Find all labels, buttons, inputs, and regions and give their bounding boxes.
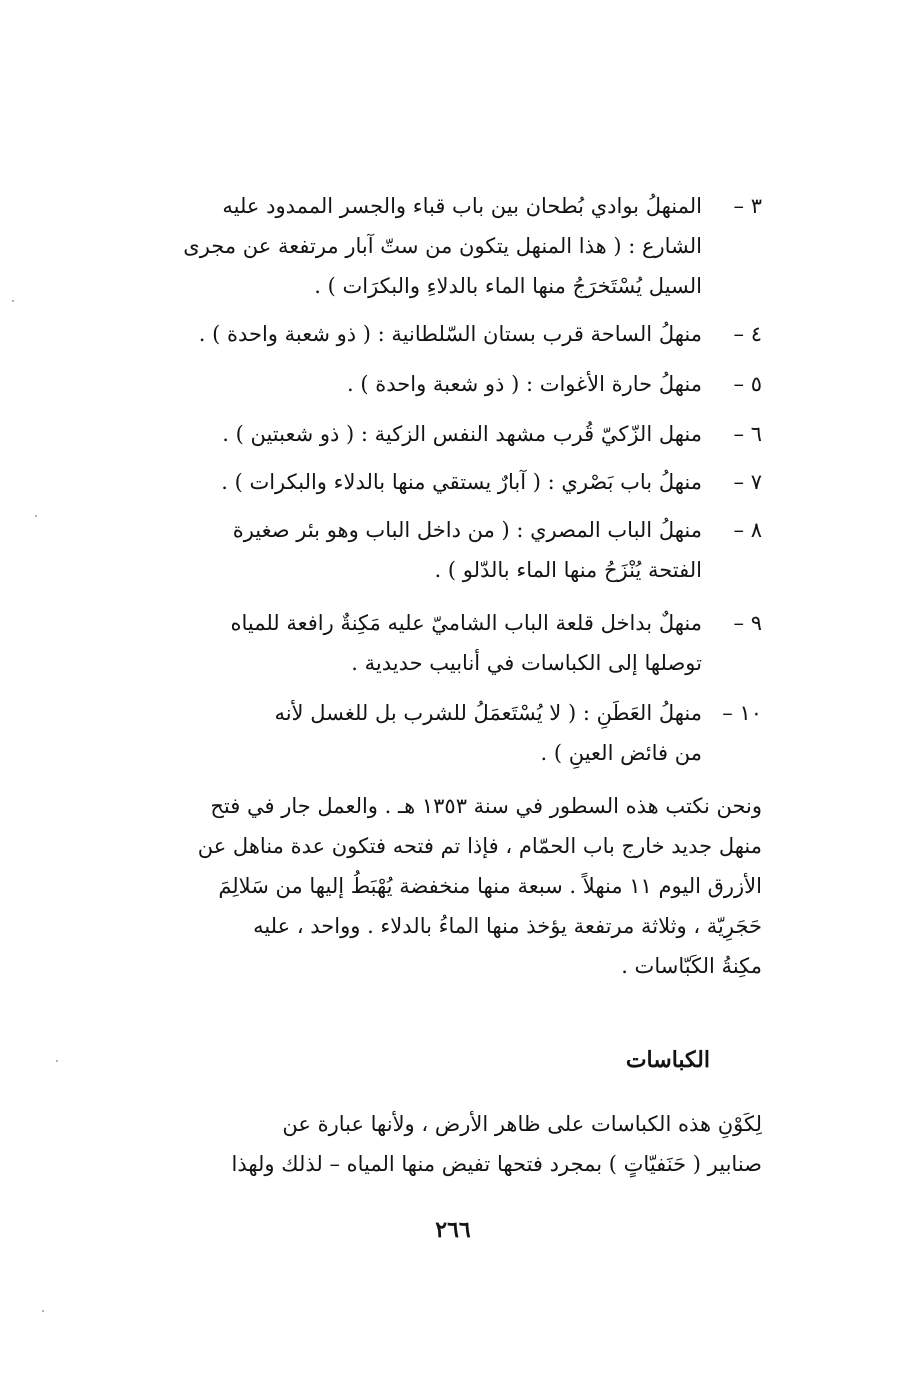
paragraph-line: الأزرق اليوم ١١ منهلاً . سبعة منها منخفضة يُهْبَطُ إليها من سَلالِمَ (218, 874, 762, 898)
item-text (114, 603, 702, 683)
item-text (114, 693, 702, 773)
item-line: الفتحة يُنْزَحُ منها الماء بالدّلو ) . (434, 558, 702, 582)
item-line: منهلُ حارة الأغوات : ( ذو شعبة واحدة ) . (347, 372, 702, 396)
item-text (114, 510, 702, 590)
item-number: ٩ – (733, 611, 762, 635)
item-text (114, 414, 702, 454)
list-item-4 (114, 314, 762, 354)
item-text (114, 462, 702, 502)
list-item-7 (114, 462, 762, 502)
item-number: ٧ – (733, 470, 762, 494)
paragraph-line: صنابير ( حَنَفيّاتٍ ) بمجرد فتحها تفيض منها المياه – لذلك ولهذا (231, 1152, 762, 1176)
item-line: منهلٌ بداخل قلعة الباب الشاميّ عليه مَكِنةٌ رافعة للمياه (230, 611, 702, 635)
paragraph-line: مكِنةُ الكَبّاسات . (621, 954, 762, 978)
item-number: ٦ – (733, 422, 762, 446)
paragraph-line: حَجَرِيّة ، وثلاثة مرتفعة يؤخذ منها الماءُ بالدلاء . وواحد ، عليه (253, 914, 762, 938)
item-line: توصلها إلى الكباسات في أنابيب حديدية . (351, 651, 702, 675)
item-text (114, 364, 702, 404)
scan-speck (12, 300, 14, 302)
item-number: ٨ – (733, 518, 762, 542)
list-item-10 (114, 693, 762, 773)
item-line: منهلُ الساحة قرب بستان السّلطانية : ( ذو شعبة واحدة ) . (198, 322, 702, 346)
item-line: منهلُ باب بَصْري : ( آبارٌ يستقي منها بالدلاء والبكرات ) . (221, 470, 702, 494)
item-number: ٥ – (733, 372, 762, 396)
item-number: ٤ – (733, 322, 762, 346)
item-line: منهلُ العَطَنِ : ( لا يُسْتَعمَلُ للشرب بل للغسل لأنه (274, 701, 702, 725)
list-item-8 (114, 510, 762, 590)
item-line: الشارع : ( هذا المنهل يتكون من ستّ آبار مرتفعة عن مجرى (183, 234, 702, 258)
body-paragraph (114, 786, 762, 986)
paragraph-line: لِكَوْنِ هذه الكباسات على ظاهر الأرض ، ولأنها عبارة عن (282, 1112, 762, 1136)
section-paragraph (114, 1104, 762, 1184)
item-line: منهل الزّكيّ قُرب مشهد النفس الزكية : ( ذو شعبتين ) . (222, 422, 702, 446)
list-item-5 (114, 364, 762, 404)
paragraph-line: ونحن نكتب هذه السطور في سنة ١٣٥٣ هـ . والعمل جار في فتح (210, 794, 762, 818)
item-line: منهلُ الباب المصري : ( من داخل الباب وهو بئر صغيرة (232, 518, 702, 542)
item-number: ١٠ – (722, 701, 762, 725)
item-line: السيل يُسْتَخرَجُ منها الماء بالدلاءِ والبكرَات ) . (314, 274, 702, 298)
list-item-6 (114, 414, 762, 454)
list-item-3 (114, 186, 762, 306)
item-line: من فائض العينِ ) . (540, 741, 702, 765)
scan-speck (35, 515, 37, 517)
scan-speck (56, 1060, 58, 1062)
item-line: المنهلُ بوادي بُطحان بين باب قباء والجسر الممدود عليه (222, 194, 702, 218)
item-number: ٣ – (733, 194, 762, 218)
paragraph-line: منهل جديد خارج باب الحمّام ، فإذا تم فتحه فتكون عدة مناهل عن (197, 834, 762, 858)
list-item-9 (114, 603, 762, 683)
item-text (114, 314, 702, 354)
item-text (114, 186, 702, 306)
scan-speck (42, 1310, 44, 1312)
section-heading: الكباسات (625, 1047, 710, 1073)
page-number: ٢٦٦ (435, 1217, 471, 1243)
